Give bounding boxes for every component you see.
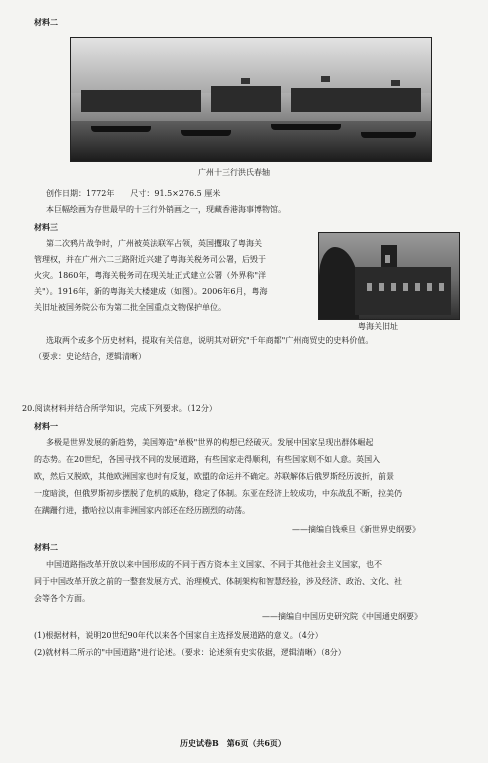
sub-question-2: (2)就材料二所示的"中国道路"进行论述。（要求：论述须有史实依据，逻辑清晰）（8分）	[34, 648, 346, 657]
material2-line: 同于中国改革开放之前的一整套发展方式、治理模式、体制架构和智慧经验，涉及经济、政治、文化、社	[34, 577, 402, 586]
paragraph-line: 第二次鸦片战争时，广州被英法联军占领，英国攫取了粤海关	[46, 239, 262, 248]
paragraph-line: 管理权，并在广州六二三路附近兴建了粤海关税务司公署，后毁于	[34, 255, 266, 264]
material1-line: 欧，然后又脱欧，其他欧洲国家也时有反复，欧盟的命运并不确定。苏联解体后俄罗斯经历波折，前景	[34, 472, 394, 481]
material2-line: 会等各个方面。	[34, 594, 90, 603]
material2-label: 材料二	[34, 17, 58, 27]
material1-label: 材料一	[34, 421, 58, 431]
material2-label-q20: 材料二	[34, 542, 58, 552]
page-footer: 历史试卷B 第6页（共6页）	[180, 738, 286, 748]
material1-line: 的态势。在20世纪，各国寻找不同的发展道路，有些国家走得顺利，有些国家则不如人意。英国入	[34, 455, 381, 464]
material1-line: 在蹒跚行进，撒哈拉以南非洲国家内部还在经历剧烈的动荡。	[34, 506, 250, 515]
material3-label: 材料三	[34, 222, 58, 232]
material2-line: 中国道路指改革开放以来中国形成的不同于西方资本主义国家、不同于其他社会主义国家，也不	[46, 560, 382, 569]
meta-line: 创作日期：1772年 尺寸：91.5×276.5 厘米	[46, 189, 221, 198]
material1-line: 一度暗淡，但俄罗斯初步摆脱了危机的威胁，稳定了体制。东亚在经济上较成功，中东战乱不断，拉美仍	[34, 489, 402, 498]
question-line: （要求：史论结合，逻辑清晰）	[34, 352, 146, 361]
paragraph-line: 关旧址被国务院公布为第二批全国重点文物保护单位。	[34, 303, 226, 312]
question-line: 选取两个或多个历史材料，提取有关信息，说明其对研究"千年商都"广州商贸史的史料价值。	[46, 336, 374, 345]
material2-source: ——摘编自中国历史研究院《中国通史纲要》	[262, 612, 422, 621]
paragraph-line: 关"）。1916年，新的粤海关大楼建成（如图）。2006年6月，粤海	[34, 287, 268, 296]
photo-caption: 粤海关旧址	[358, 322, 398, 331]
material1-source: ——摘编自钱乘旦《新世界史纲要》	[292, 525, 420, 534]
material1-line: 多极是世界发展的新趋势，美国筹造"单极"世界的构想已经破灭。发展中国家呈现出群体崛起	[46, 438, 374, 447]
description-line: 本巨幅绘画为存世最早的十三行外销画之一，现藏香港海事博物馆。	[46, 205, 286, 214]
yuehaiguan-building-photo	[318, 232, 460, 320]
question-20-title: 20.阅读材料并结合所学知识，完成下列要求。（12分）	[22, 404, 217, 413]
figure-caption: 广州十三行洪氏春轴	[198, 168, 270, 177]
paragraph-line: 火灾。1860年，粤海关税务司在现关址正式建立公署（外界称"洋	[34, 271, 267, 280]
guangzhou-thirteen-hongs-scroll-painting	[70, 37, 432, 162]
sub-question-1: (1)根据材料，说明20世纪90年代以来各个国家自主选择发展道路的意义。（4分）	[34, 631, 323, 640]
